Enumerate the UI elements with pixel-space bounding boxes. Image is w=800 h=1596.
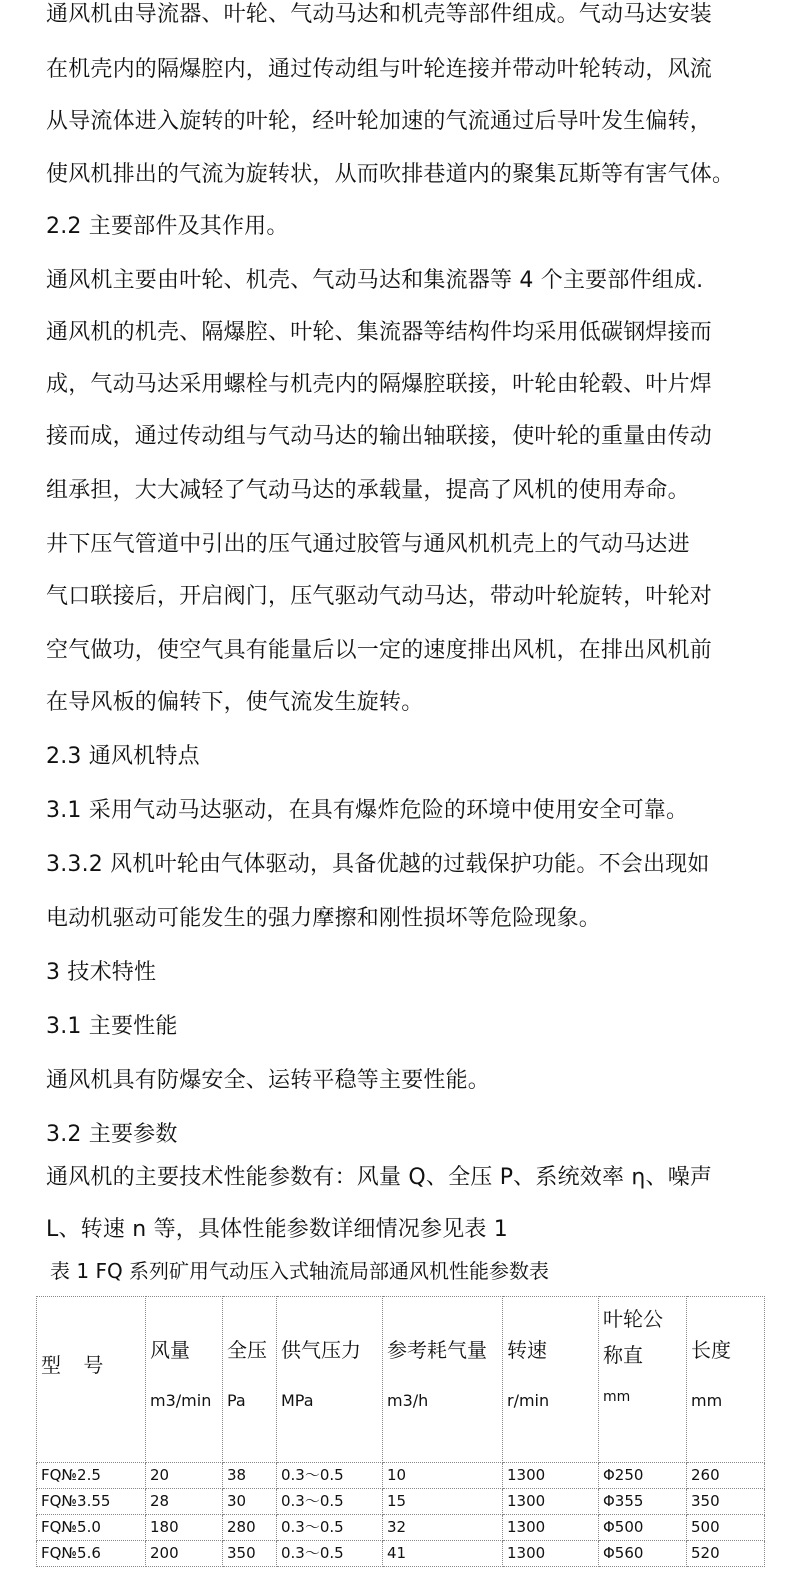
cell-length: 260 bbox=[687, 1463, 765, 1489]
cell-pressure: 38 bbox=[223, 1463, 277, 1489]
table-row bbox=[37, 1463, 765, 1489]
cell-supply-pressure: 0.3～0.5 bbox=[277, 1515, 383, 1541]
cell-airflow: 200 bbox=[146, 1541, 223, 1567]
text-line: 3.1 采用气动马达驱动，在具有爆炸危险的环境中使用安全可靠。 bbox=[46, 798, 689, 823]
header-airflow: 风量 m3/min bbox=[146, 1297, 223, 1463]
text-line: L、转速 n 等，具体性能参数详细情况参见表 1 bbox=[46, 1217, 508, 1242]
text-line: 通风机主要由叶轮、机壳、气动马达和集流器等 4 个主要部件组成. bbox=[46, 268, 704, 293]
text-line: 组承担，大大减轻了气动马达的承载量，提高了风机的使用寿命。 bbox=[46, 478, 690, 503]
cell-length: 520 bbox=[687, 1541, 765, 1567]
header-air-consumption: 参考耗气量 m3/h bbox=[383, 1297, 503, 1463]
cell-air-consumption: 41 bbox=[383, 1541, 503, 1567]
cell-pressure: 280 bbox=[223, 1515, 277, 1541]
text-line: 3.3.2 风机叶轮由气体驱动，具备优越的过载保护功能。不会出现如 bbox=[46, 852, 710, 877]
cell-airflow: 28 bbox=[146, 1489, 223, 1515]
text-line: 通风机由导流器、叶轮、气动马达和机壳等部件组成。气动马达安装 bbox=[46, 2, 713, 27]
text-line: 电动机驱动可能发生的强力摩擦和刚性损坏等危险现象。 bbox=[46, 906, 602, 931]
text-line: 从导流体进入旋转的叶轮，经叶轮加速的气流通过后导叶发生偏转， bbox=[46, 109, 713, 134]
header-supply-pressure: 供气压力 MPa bbox=[277, 1297, 383, 1463]
cell-speed: 1300 bbox=[503, 1489, 599, 1515]
text-line: 在机壳内的隔爆腔内，通过传动组与叶轮连接并带动叶轮转动，风流 bbox=[46, 57, 713, 82]
header-length: 长度 mm bbox=[687, 1297, 765, 1463]
text-line: 接而成，通过传动组与气动马达的输出轴联接，使叶轮的重量由传动 bbox=[46, 424, 713, 449]
text-line: 空气做功，使空气具有能量后以一定的速度排出风机，在排出风机前 bbox=[46, 638, 713, 663]
cell-length: 500 bbox=[687, 1515, 765, 1541]
cell-supply-pressure: 0.3～0.5 bbox=[277, 1541, 383, 1567]
table-row bbox=[37, 1541, 765, 1567]
cell-model: FQ№2.5 bbox=[37, 1463, 146, 1489]
header-model: 型 号 bbox=[37, 1297, 146, 1463]
cell-air-consumption: 32 bbox=[383, 1515, 503, 1541]
text-line: 3 技术特性 bbox=[46, 960, 157, 985]
text-line: 井下压气管道中引出的压气通过胶管与通风机机壳上的气动马达进 bbox=[46, 532, 690, 557]
table-caption: 表 1 FQ 系列矿用气动压入式轴流局部通风机性能参数表 bbox=[50, 1259, 550, 1283]
cell-speed: 1300 bbox=[503, 1463, 599, 1489]
text-line: 气口联接后，开启阀门，压气驱动气动马达，带动叶轮旋转，叶轮对 bbox=[46, 584, 713, 609]
header-speed: 转速 r/min bbox=[503, 1297, 599, 1463]
text-line: 2.2 主要部件及其作用。 bbox=[46, 214, 289, 239]
text-line: 成，气动马达采用螺栓与机壳内的隔爆腔联接，叶轮由轮毂、叶片焊 bbox=[46, 372, 713, 397]
text-line: 2.3 通风机特点 bbox=[46, 744, 200, 769]
cell-model: FQ№3.55 bbox=[37, 1489, 146, 1515]
cell-airflow: 180 bbox=[146, 1515, 223, 1541]
cell-supply-pressure: 0.3～0.5 bbox=[277, 1489, 383, 1515]
cell-length: 350 bbox=[687, 1489, 765, 1515]
cell-supply-pressure: 0.3～0.5 bbox=[277, 1463, 383, 1489]
cell-impeller-diameter: Φ500 bbox=[599, 1515, 687, 1541]
cell-impeller-diameter: Φ560 bbox=[599, 1541, 687, 1567]
table-body bbox=[37, 1463, 765, 1567]
cell-impeller-diameter: Φ355 bbox=[599, 1489, 687, 1515]
text-line: 通风机的主要技术性能参数有：风量 Q、全压 P、系统效率 η、噪声 bbox=[46, 1165, 713, 1190]
cell-model: FQ№5.0 bbox=[37, 1515, 146, 1541]
cell-model: FQ№5.6 bbox=[37, 1541, 146, 1567]
cell-speed: 1300 bbox=[503, 1515, 599, 1541]
table-row bbox=[37, 1515, 765, 1541]
cell-air-consumption: 15 bbox=[383, 1489, 503, 1515]
table-row bbox=[37, 1489, 765, 1515]
header-impeller-diameter: 叶轮公 称直 mm bbox=[599, 1297, 687, 1463]
parameters-table bbox=[36, 1296, 765, 1567]
cell-impeller-diameter: Φ250 bbox=[599, 1463, 687, 1489]
table-header-row bbox=[37, 1297, 765, 1463]
text-line: 通风机具有防爆安全、运转平稳等主要性能。 bbox=[46, 1068, 491, 1093]
cell-air-consumption: 10 bbox=[383, 1463, 503, 1489]
text-line: 3.1 主要性能 bbox=[46, 1014, 178, 1039]
text-line: 3.2 主要参数 bbox=[46, 1122, 178, 1147]
header-pressure: 全压 Pa bbox=[223, 1297, 277, 1463]
text-line: 通风机的机壳、隔爆腔、叶轮、集流器等结构件均采用低碳钢焊接而 bbox=[46, 320, 713, 345]
cell-airflow: 20 bbox=[146, 1463, 223, 1489]
cell-pressure: 350 bbox=[223, 1541, 277, 1567]
text-line: 在导风板的偏转下，使气流发生旋转。 bbox=[46, 690, 424, 715]
cell-speed: 1300 bbox=[503, 1541, 599, 1567]
text-line: 使风机排出的气流为旋转状，从而吹排巷道内的聚集瓦斯等有害气体。 bbox=[46, 162, 735, 187]
cell-pressure: 30 bbox=[223, 1489, 277, 1515]
